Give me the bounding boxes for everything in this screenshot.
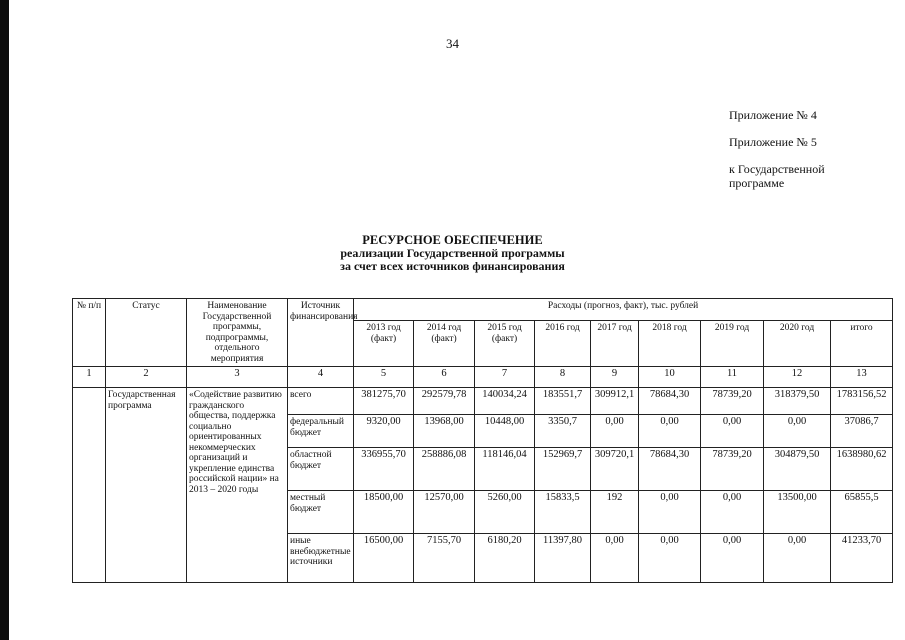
program-name: «Содействие развитию гражданского общества, поддержка социально ориентированных некоммерческих организаций и укрепление единства российской нации» на 2013 – 2020 годы — [187, 388, 288, 583]
total-cell: 1638980,62 — [831, 448, 893, 491]
header-status: Статус — [106, 299, 187, 367]
value-cell: 258886,08 — [414, 448, 475, 491]
column-number: 9 — [591, 367, 639, 388]
funding-source: иные внебюджетные источники — [288, 534, 354, 583]
header-num: № п/п — [73, 299, 106, 367]
header-source: Источник финансирования — [288, 299, 354, 367]
funding-source: областной бюджет — [288, 448, 354, 491]
value-cell: 318379,50 — [764, 388, 831, 415]
value-cell: 0,00 — [639, 534, 701, 583]
value-cell: 12570,00 — [414, 491, 475, 534]
value-cell: 309912,1 — [591, 388, 639, 415]
value-cell: 309720,1 — [591, 448, 639, 491]
column-number: 13 — [831, 367, 893, 388]
column-number: 3 — [187, 367, 288, 388]
appendix-note — [729, 108, 849, 203]
column-number: 12 — [764, 367, 831, 388]
column-number: 1 — [73, 367, 106, 388]
header-year: 2015 год (факт) — [475, 321, 535, 367]
value-cell: 10448,00 — [475, 415, 535, 448]
header-year: 2019 год — [701, 321, 764, 367]
funding-source: всего — [288, 388, 354, 415]
header-year: 2013 год (факт) — [354, 321, 414, 367]
column-number: 4 — [288, 367, 354, 388]
value-cell: 18500,00 — [354, 491, 414, 534]
appendix-line-2: Приложение № 5 — [729, 135, 817, 149]
value-cell: 78739,20 — [701, 448, 764, 491]
value-cell: 292579,78 — [414, 388, 475, 415]
row-status: Государственная программа — [106, 388, 187, 583]
value-cell: 78684,30 — [639, 388, 701, 415]
column-number: 2 — [106, 367, 187, 388]
title-line-1: РЕСУРСНОЕ ОБЕСПЕЧЕНИЕ — [362, 233, 543, 247]
column-number: 7 — [475, 367, 535, 388]
value-cell: 13968,00 — [414, 415, 475, 448]
value-cell: 0,00 — [591, 415, 639, 448]
header-row-1 — [73, 299, 893, 321]
table-row — [73, 388, 893, 415]
value-cell: 152969,7 — [535, 448, 591, 491]
column-number: 11 — [701, 367, 764, 388]
value-cell: 0,00 — [701, 415, 764, 448]
header-name: Наименование Государственной программы, подпрограммы, отдельного мероприятия — [187, 299, 288, 367]
value-cell: 6180,20 — [475, 534, 535, 583]
scan-left-edge — [0, 0, 9, 640]
value-cell: 13500,00 — [764, 491, 831, 534]
value-cell: 0,00 — [764, 534, 831, 583]
funding-source: федеральный бюджет — [288, 415, 354, 448]
value-cell: 0,00 — [639, 415, 701, 448]
title-line-3: за счет всех источников финансирования — [340, 259, 565, 273]
resource-table — [72, 298, 893, 583]
value-cell: 15833,5 — [535, 491, 591, 534]
value-cell: 3350,7 — [535, 415, 591, 448]
document-title — [0, 234, 905, 273]
value-cell: 78684,30 — [639, 448, 701, 491]
header-year: 2020 год — [764, 321, 831, 367]
value-cell: 336955,70 — [354, 448, 414, 491]
header-total: итого — [831, 321, 893, 367]
column-number-row — [73, 367, 893, 388]
total-cell: 41233,70 — [831, 534, 893, 583]
page-number: 34 — [446, 36, 459, 51]
header-year: 2017 год — [591, 321, 639, 367]
value-cell: 0,00 — [701, 534, 764, 583]
value-cell: 118146,04 — [475, 448, 535, 491]
value-cell: 140034,24 — [475, 388, 535, 415]
header-year: 2014 год (факт) — [414, 321, 475, 367]
title-line-2: реализации Государственной программы — [340, 246, 565, 260]
value-cell: 0,00 — [591, 534, 639, 583]
column-number: 8 — [535, 367, 591, 388]
total-cell: 1783156,52 — [831, 388, 893, 415]
value-cell: 9320,00 — [354, 415, 414, 448]
appendix-line-3: к Государственной программе — [729, 162, 825, 190]
value-cell: 304879,50 — [764, 448, 831, 491]
column-number: 6 — [414, 367, 475, 388]
value-cell: 183551,7 — [535, 388, 591, 415]
value-cell: 0,00 — [639, 491, 701, 534]
value-cell: 5260,00 — [475, 491, 535, 534]
header-year: 2018 год — [639, 321, 701, 367]
funding-source: местный бюджет — [288, 491, 354, 534]
total-cell: 65855,5 — [831, 491, 893, 534]
value-cell: 381275,70 — [354, 388, 414, 415]
value-cell: 11397,80 — [535, 534, 591, 583]
value-cell: 7155,70 — [414, 534, 475, 583]
value-cell: 78739,20 — [701, 388, 764, 415]
value-cell: 16500,00 — [354, 534, 414, 583]
row-number — [73, 388, 106, 583]
total-cell: 37086,7 — [831, 415, 893, 448]
column-number: 5 — [354, 367, 414, 388]
value-cell: 0,00 — [701, 491, 764, 534]
column-number: 10 — [639, 367, 701, 388]
header-expenses: Расходы (прогноз, факт), тыс. рублей — [354, 299, 893, 321]
value-cell: 192 — [591, 491, 639, 534]
header-year: 2016 год — [535, 321, 591, 367]
appendix-line-1: Приложение № 4 — [729, 108, 817, 122]
value-cell: 0,00 — [764, 415, 831, 448]
